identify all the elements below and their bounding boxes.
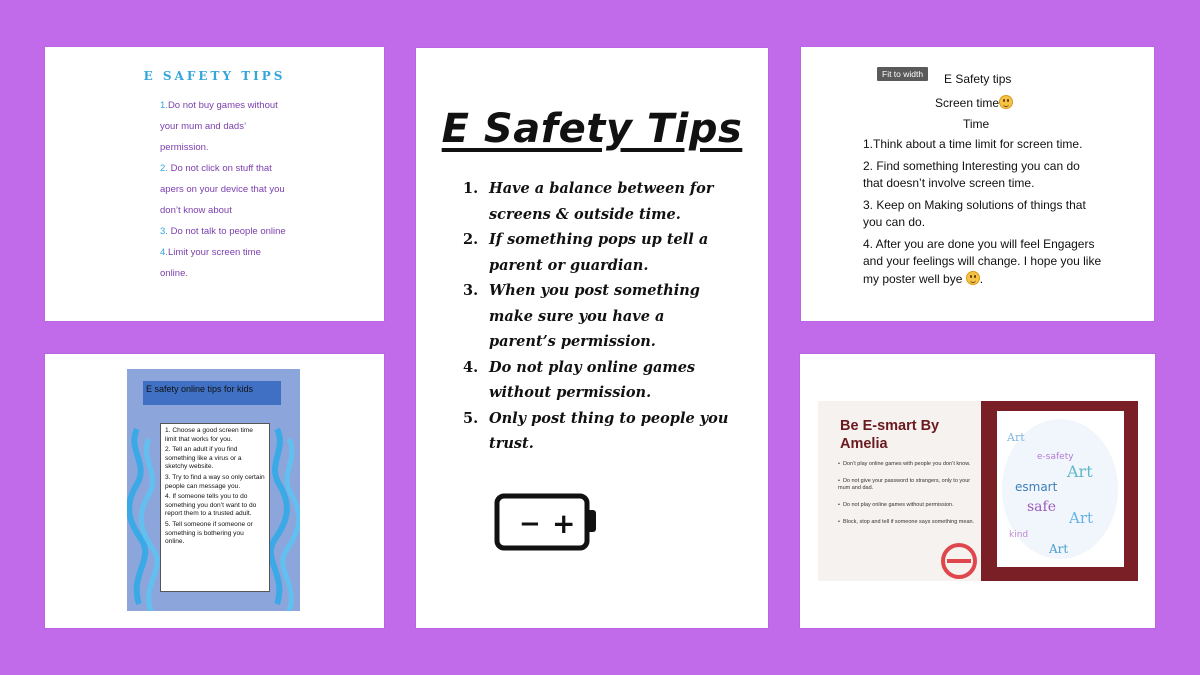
list-item: your mum and dads’ <box>160 121 247 132</box>
slide-image <box>818 401 1138 581</box>
list-item: • Do not give your password to strangers, only to your mum and dad. <box>838 478 983 492</box>
poster-image <box>127 369 300 611</box>
poster-header: E safety online tips for kids <box>143 381 281 405</box>
poster-title: E Safety tips <box>944 72 1012 86</box>
tips-list <box>463 176 763 457</box>
slide-title: Be E-smart By Amelia <box>840 418 940 452</box>
list-item: • Do not play online games without permission. <box>838 502 983 509</box>
poster-card-2 <box>416 48 768 628</box>
list-item: • Block, stop and tell if someone says something mean. <box>838 519 983 526</box>
list-item: 3. When you post something make sure you have a parent’s permission. <box>463 282 700 350</box>
cloud-word: safe <box>1027 499 1056 515</box>
tip-paragraph: 1.Think about a time limit for screen time. <box>863 137 1083 151</box>
tip-paragraph: 3. Keep on Making solutions of things that you can do. <box>863 197 1086 229</box>
fit-to-width-button[interactable]: Fit to width <box>877 67 928 81</box>
list-item: 3. Try to find a way so only certain people can message you. <box>165 473 265 490</box>
list-item: • Don’t play online games with people you don’t know. <box>838 461 983 468</box>
list-item: apers on your device that you <box>160 184 285 195</box>
cloud-word: Art <box>1069 509 1094 527</box>
poster-title: E Safety Tips <box>441 106 743 152</box>
cloud-word: esmart <box>1015 480 1058 494</box>
smiley-icon <box>966 271 980 285</box>
list-item: 1. Choose a good screen time limit that works for you. <box>165 427 253 443</box>
list-item: 4.Limit your screen time <box>160 247 261 258</box>
tip-paragraph: 2. Find something Interesting you can do that doesn’t involve screen time. <box>863 158 1080 190</box>
battery-plus: + <box>552 507 576 540</box>
list-item: 5. Tell someone if someone or something is bothering you online. <box>165 520 253 546</box>
poster-card-4 <box>45 354 384 628</box>
tips-list <box>160 95 300 284</box>
poster-title: E SAFETY TIPS <box>143 69 286 83</box>
list-item: permission. <box>160 142 209 153</box>
prohibited-icon <box>939 541 979 581</box>
poster-subtitle-2: Time <box>963 117 990 131</box>
battery-minus: − <box>519 509 541 539</box>
list-item: 2. Do not click on stuff that <box>160 163 272 174</box>
list-item: don’t know about <box>160 205 232 216</box>
word-cloud-image <box>997 411 1124 567</box>
list-item: 5. Only post thing to people you trust. <box>463 409 729 452</box>
tips-box <box>160 423 270 592</box>
poster-card-3 <box>801 47 1154 321</box>
cloud-word: kind <box>1009 530 1029 540</box>
bullet-list <box>838 461 983 536</box>
poster-card-1 <box>45 47 384 321</box>
battery-icon <box>494 493 600 553</box>
cloud-word: Art <box>1067 462 1093 481</box>
poster-subtitle: Screen time <box>935 95 1013 110</box>
smiley-icon <box>999 95 1013 109</box>
list-item: 1.Do not buy games without <box>160 100 278 111</box>
list-item: 4. Do not play online games without permission. <box>463 358 696 401</box>
tips-body <box>863 136 1103 292</box>
list-item: 2. If something pops up tell a parent or guardian. <box>463 231 709 274</box>
tip-paragraph: 4. After you are done you will feel Engagers and your feelings will change. I hope you like my poster well bye . <box>863 236 1102 286</box>
cloud-word: e-safety <box>1037 452 1074 462</box>
list-item: 2. Tell an adult if you find something like a virus or a sketchy website. <box>165 446 242 471</box>
list-item: 1. Have a balance between for screens & outside time. <box>463 180 714 223</box>
list-item: online. <box>160 268 188 279</box>
list-item: 3. Do not talk to people online <box>160 226 286 237</box>
list-item: 4. If someone tells you to do something you don’t want to do report them to a trusted adult. <box>165 493 257 518</box>
poster-card-5 <box>800 354 1155 628</box>
cloud-word: Art <box>1007 431 1025 444</box>
word-cloud-icon <box>997 411 1124 567</box>
cloud-word: Art <box>1049 542 1069 556</box>
